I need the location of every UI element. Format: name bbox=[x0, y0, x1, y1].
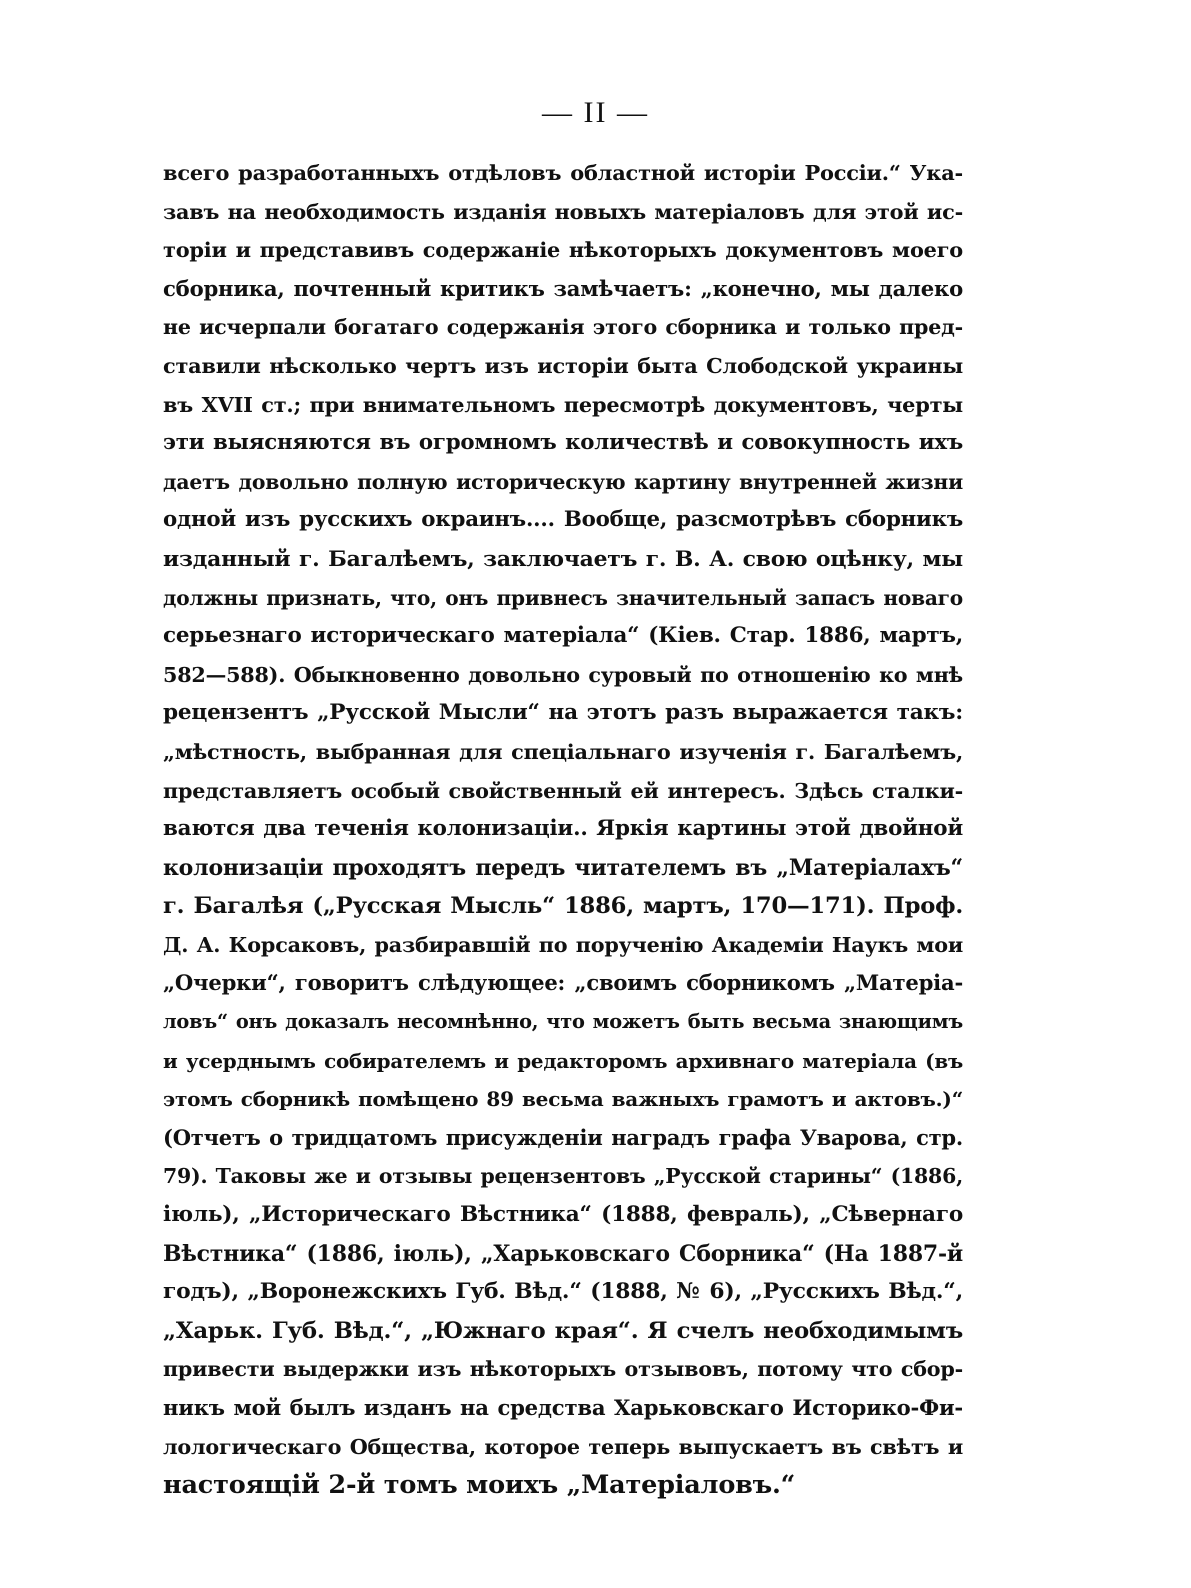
text-line: привести выдержки изъ нѣкоторыхъ отзывовъ, потому что сбор- bbox=[163, 1357, 963, 1382]
text-line: Вѣстника“ (1886, іюль), „Харьковскаго Сборника“ (На 1887-й bbox=[163, 1240, 963, 1267]
page-number: — II — bbox=[542, 96, 649, 129]
text-line: ваются два теченія колонизаціи.. Яркія картины этой двойной bbox=[163, 816, 963, 842]
text-line: ставили нѣсколько чертъ изъ исторіи быта Слободской украины bbox=[163, 352, 963, 378]
text-line: „мѣстность, выбранная для спеціальнаго изученія г. Багалѣемъ, bbox=[163, 738, 963, 764]
text-line: изданный г. Багалѣемъ, заключаетъ г. В. А. свою оцѣнку, мы bbox=[163, 545, 963, 572]
text-line: всего разработанныхъ отдѣловъ областной исторіи Россіи.“ Ука- bbox=[163, 160, 963, 185]
text-line: этомъ сборникѣ помѣщено 89 весьма важныхъ грамотъ и актовъ.)“ bbox=[163, 1087, 963, 1112]
text-line: іюль), „Историческаго Вѣстника“ (1888, февраль), „Сѣвернаго bbox=[163, 1202, 963, 1228]
text-line: завъ на необходимость изданія новыхъ матеріаловъ для этой ис- bbox=[163, 198, 963, 224]
text-line: не исчерпали богатаго содержанія этого сборника и только пред- bbox=[163, 315, 963, 340]
text-line: сборника, почтенный критикъ замѣчаетъ: „конечно, мы далеко bbox=[163, 275, 963, 301]
text-line: колонизаціи проходятъ передъ читателемъ въ „Матеріалахъ“ bbox=[163, 854, 963, 881]
text-line: торіи и представивъ содержаніе нѣкоторыхъ документовъ моего bbox=[163, 237, 963, 263]
text-line: годъ), „Воронежскихъ Губ. Вѣд.“ (1888, № 6), „Русскихъ Вѣд.“, bbox=[163, 1279, 963, 1305]
text-line: представляетъ особый свойственный ей интересъ. Здѣсь сталки- bbox=[163, 778, 963, 803]
text-line: (Отчетъ о тридцатомъ присужденіи наградъ графа Уварова, стр. bbox=[163, 1124, 963, 1150]
text-line: 582—588). Обыкновенно довольно суровый по отношенію ко мнѣ bbox=[163, 662, 963, 687]
text-line: серьезнаго историческаго матеріала“ (Кіев. Стар. 1886, мартъ, bbox=[163, 623, 963, 649]
text-line: настоящій 2-й томъ моихъ „Матеріаловъ.“ bbox=[163, 1470, 796, 1501]
text-line: никъ мой былъ изданъ на средства Харьковскаго Историко-Фи- bbox=[163, 1395, 963, 1420]
text-line: даетъ довольно полную историческую картину внутренней жизни bbox=[163, 469, 963, 494]
body-text bbox=[163, 154, 963, 1505]
text-line: одной изъ русскихъ окраинъ.... Вообще, разсмотрѣвъ сборникъ bbox=[163, 507, 963, 533]
text-line: ловъ“ онъ доказалъ несомнѣнно, что можетъ быть весьма знающимъ bbox=[163, 1010, 963, 1034]
text-line: Д. А. Корсаковъ, разбиравшій по порученію Академіи Наукъ мои bbox=[163, 932, 963, 957]
text-line: „Харьк. Губ. Вѣд.“, „Южнаго края“. Я счелъ необходимымъ bbox=[163, 1317, 963, 1344]
text-line: рецензентъ „Русской Мысли“ на этотъ разъ выражается такъ: bbox=[163, 700, 963, 726]
text-line: 79). Таковы же и отзывы рецензентовъ „Русской старины“ (1886, bbox=[163, 1164, 963, 1189]
text-line: эти выясняются въ огромномъ количествѣ и совокупность ихъ bbox=[163, 430, 963, 456]
text-line: „Очерки“, говоритъ слѣдующее: „своимъ сборникомъ „Матеріа- bbox=[163, 970, 963, 996]
text-line: лологическаго Общества, которое теперь выпускаетъ въ свѣтъ и bbox=[163, 1434, 963, 1459]
text-line: должны признать, что, онъ привнесъ значительный запасъ новаго bbox=[163, 585, 963, 610]
text-line: г. Багалѣя („Русская Мысль“ 1886, мартъ, 170—171). Проф. bbox=[163, 893, 963, 920]
text-line: въ XVII ст.; при внимательномъ пересмотрѣ документовъ, черты bbox=[163, 391, 963, 417]
text-line: и усерднымъ собирателемъ и редакторомъ архивнаго матеріала (въ bbox=[163, 1048, 963, 1073]
